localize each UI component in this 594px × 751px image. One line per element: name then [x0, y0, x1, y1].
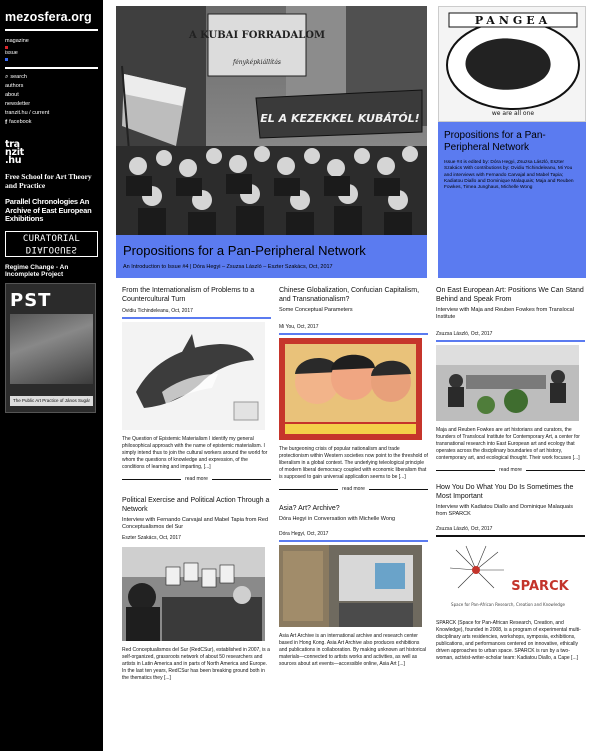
article-subtitle: Dóra Hegyi in Conversation with Michelle Wong [279, 516, 396, 522]
read-more-label: read more [185, 476, 208, 482]
article-image[interactable] [279, 545, 422, 627]
nav-about-label: about [5, 92, 19, 98]
sparck-wordmark: SPARCK [511, 579, 569, 594]
article-excerpt: Red Conceptualismos del Sur (RedCSur), established in 2007, is a self-organized, grassroots network of about 50 researchers and artists in Latin America and in parts of North America and Europe. In the last ten years, RedCSur has been breaking ground both in the thematics they [...] [122, 647, 270, 681]
propaganda-poster-illustration [279, 338, 422, 440]
poster-sign: A KUBAI FORRADALOM [188, 30, 326, 41]
read-more-label: read more [342, 486, 365, 492]
hero-meta: An Introduction to Issue #4 | Dóra Hegyi – Zsuzsa László – Eszter Szakács, Oct, 2017 [123, 264, 333, 270]
pangea-logo[interactable] [438, 6, 586, 122]
nav-search-label: search [10, 74, 27, 80]
dialogues-label: DIALOGUES [25, 243, 78, 254]
article-image[interactable] [436, 345, 579, 421]
nav-tranzit[interactable] [5, 109, 98, 118]
article-column-2 [279, 286, 428, 668]
nav-tranzit-label: tranzit.hu / current [5, 110, 50, 116]
feature-title[interactable]: Propositions for a Pan-Peripheral Network [444, 130, 546, 153]
sparck-logo[interactable] [436, 540, 579, 614]
pangea-tagline: we are all one [491, 110, 535, 117]
curatorial-label: CURATORIAL [22, 233, 81, 244]
sparck-tagline: Space for Pan-African Research, Creation and Knowledge [451, 602, 565, 607]
nav-authors[interactable] [5, 82, 98, 91]
article-image[interactable] [122, 322, 265, 430]
nav-newsletter-label: newsletter [5, 101, 31, 107]
read-more-label: read more [499, 467, 522, 473]
pst-book-cover[interactable] [5, 283, 96, 413]
issue-feature-card[interactable] [438, 6, 586, 278]
spacer [279, 492, 428, 504]
feature-description: Issue #4 is edited by: Dóra Hegyi, Zsuzsa László, Eszter Szakács With contributions by: Ovidiu Tichindeleanu, Mi You and interviews with Fernando Carvajal and Mabel Tapia; Kadiatou Diallo and Dominique Malaquais; Maja and Reuben Fowkes, Timea Junghaus, Michelle Wong [444, 160, 574, 191]
article-subtitle: Interview with Kadiatou Diallo and Dominique Malaquais from SPARCK [436, 504, 573, 517]
bird-drawing-illustration [122, 322, 265, 430]
article-title[interactable]: From the Internationalism of Problems to a Countercultural Turn [122, 287, 255, 303]
nav-search[interactable] [5, 73, 98, 82]
parallel-chronologies-link[interactable]: Parallel Chronologies An Archive of East European Exhibitions [5, 197, 92, 223]
nav-newsletter[interactable] [5, 100, 98, 109]
nav-issue-label: issue [5, 50, 18, 56]
nav-magazine[interactable] [5, 37, 98, 46]
article-meta: Zsuzsa László, Oct, 2017 [436, 331, 493, 337]
hero-caption [116, 235, 427, 278]
article-image[interactable] [122, 547, 265, 641]
spacer [436, 473, 585, 483]
article-title[interactable]: Chinese Globalization, Confucian Capitalism, and Transnationalism? [279, 287, 420, 303]
accent-bar [436, 340, 585, 342]
hero-photo[interactable] [116, 6, 427, 235]
article-subtitle: Interview with Fernando Carvajal and Mabel Tapia from Red Conceptualismos del Sur [122, 517, 269, 530]
article-meta: Eszter Szakács, Oct, 2017 [122, 535, 181, 541]
nav-facebook[interactable] [5, 118, 98, 127]
article-excerpt: Maja and Reuben Fowkes are art historians and curators, the founders of Translocal Institute for Contemporary Art, a center for transnational research into East European art and ecology that operates across the disciplinary boundaries of art history, contemporary art, and ecological thought. Their work focuses [...] [436, 427, 580, 461]
nav-facebook-label: facebook [9, 119, 32, 125]
accent-bar [279, 540, 428, 542]
crowd-photo-illustration [116, 6, 427, 235]
article-subtitle: Interview with Maja and Reuben Fowkes from Translocal Institute [436, 307, 574, 320]
workshop-photo-illustration [436, 345, 579, 421]
protest-banner: EL A KEZEKKEL KUBÁTÓL! [260, 112, 420, 125]
tranzit-logo[interactable]: tra nzit .hu [5, 139, 24, 166]
nav-magazine-label: magazine [5, 38, 29, 44]
article-title[interactable]: On East European Art: Positions We Can Stand Behind and Speak From [436, 287, 584, 303]
article-title[interactable]: Political Exercise and Political Action Through a Network [122, 497, 270, 513]
accent-bar [122, 317, 271, 319]
rule [526, 470, 585, 471]
rule [279, 489, 338, 490]
article-meta: Dóra Hegyi, Oct, 2017 [279, 531, 329, 537]
article-title[interactable]: How You Do What You Do Is Sometimes the Most Important [436, 484, 574, 500]
archive-room-illustration [279, 545, 422, 627]
site-title[interactable]: mezosfera.org [5, 10, 92, 24]
article-excerpt: The Question of Epistemic Materialism I identify my general philosophical approach with the name of epistemic materialism. I simply intend thus to join the cultural workers around the world for whom the questions of knowledge and expression, of the conditions of learning and imparting, [...] [122, 436, 268, 470]
sparck-illustration [436, 540, 579, 614]
curatorial-dialogues-link[interactable] [5, 231, 98, 257]
article-image[interactable] [279, 338, 422, 440]
pst-title: PST [10, 289, 52, 311]
sidebar [0, 0, 103, 751]
regime-change-link[interactable]: Regime Change - An Incomplete Project [5, 263, 69, 278]
blue-square-icon [5, 58, 8, 61]
divider [5, 29, 98, 31]
article-column-1 [122, 286, 271, 682]
divider [5, 67, 98, 69]
rule [122, 479, 181, 480]
pst-caption: The Public Art Practice of János Sugár [10, 396, 93, 406]
search-icon: ⌕ [5, 74, 9, 80]
nav-about[interactable] [5, 91, 98, 100]
facebook-icon: f [5, 119, 8, 126]
poster-subline: fényképkiállítás [232, 59, 282, 66]
pangea-illustration [439, 7, 586, 122]
protest-photo-illustration [122, 547, 265, 641]
article-excerpt: Asia Art Archive is an international archive and research center based in Hong Kong. Asia Art Archive also produces exhibitions and publications in collaboration. By making unknown art historical materials—connected to artists works and activities, as well as sources about art events—accessible online, Asia Art [...] [279, 633, 427, 667]
nav-issue[interactable] [5, 49, 98, 58]
article-title[interactable]: Asia? Art? Archive? [279, 505, 340, 512]
free-school-link[interactable]: Free School for Art Theory and Practice [5, 172, 92, 190]
hero-title[interactable]: Propositions for a Pan-Peripheral Network [123, 243, 366, 258]
article-column-3 [436, 286, 585, 662]
nav-issue-marker [5, 58, 98, 61]
article-excerpt: The burgeoning crisis of popular nationalism and trade protectionism within Western societies now point to the threshold of liberalism in a global context. The underlying teleological principle of modern liberal democracy coupled with economic liberalism that is supposed to gain universal application seems to be [...] [279, 446, 428, 480]
nav-authors-label: authors [5, 83, 24, 89]
article-excerpt: SPARCK (Space for Pan-African Research, Creation, and Knowledge), founded in 2008, is a program of experimental multi-disciplinary arts residencies, workshops, symposia, exhibitions, publications, and performances centered on innovative, ethically driven approaches to urban space. SPARCK is run by a two-woman, activist-writer-scholar team: Kadiatou Diallo, a Cape [...] [436, 620, 581, 661]
article-meta: Mi You, Oct, 2017 [279, 324, 319, 330]
article-subtitle: Some Conceptual Parameters [279, 307, 353, 313]
article-meta: Zsuzsa László, Oct, 2017 [436, 526, 493, 532]
rule [369, 489, 428, 490]
spacer [122, 482, 271, 496]
pangea-wordmark: PANGEA [474, 14, 552, 27]
hero-feature[interactable] [116, 6, 427, 278]
accent-bar [279, 333, 428, 335]
rule [212, 479, 271, 480]
pst-photo [10, 314, 93, 384]
article-meta: Ovidiu Tichindeleanu, Oct, 2017 [122, 308, 193, 314]
rule [436, 470, 495, 471]
accent-bar [436, 535, 585, 537]
